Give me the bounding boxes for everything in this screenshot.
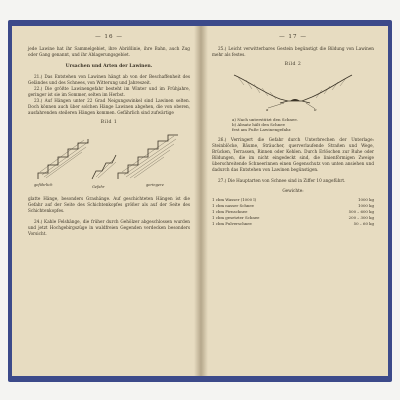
marker-b: b [314,107,317,112]
paragraph-23: 23.) Auf Hängen unter 22 Grad Neigungswinkel sind Lawinen selten. Doch können auch über solchen Hänge Lawinen abgehen, die von oberen, ausfahrenden steileren Hängen kommen. Gefährlich sind zufwärtige [28,98,190,115]
weight-measure: 1 cbm nasser Schnee [212,203,254,208]
paragraph-after-figure: glatte Hänge, besonders Grashänge. Auf geschichteten Hängen ist die Gefahr auf der Seite des Schichtenkopfes größer als auf der Seite des Schichtenkopfes. [28,196,190,213]
snow-mass [290,99,300,101]
left-page [12,26,200,376]
figure-1-caption: Bild 1 [100,120,118,125]
figure-2-note-c: fest am Fuße Lawinengefahr. [232,127,292,132]
label-danger: Gefahr [92,185,105,189]
weight-value: 500 – 600 kg [348,209,374,214]
figure-1-labels [28,183,190,191]
weights-heading: Gewichte: [282,188,304,193]
weights-table [212,197,374,227]
paragraph-26: 26.) Verringert die Gefahr durch Unterbrechen der Unterlage: Steinblöcke, Bäume, Sträucher, querverlaufende Straßen und Wege, Brücken, Terrassen, Rinnen oder Kehlen. Durch Erlöschen zur Ruhe oder Bildungen, die im nicht eingedeckt sind, die linienförmigen Zweige überschreitende Schneerinnen einen Gegenschutz von unten ansiehen und dadurch das Entstehen von Lawinen begünstigen. [212,137,374,172]
marker-a: a [266,107,269,112]
section-heading: Ursachen und Arten der Lawinen. [65,64,153,69]
weight-value: 1000 kg [358,203,374,208]
weight-row [212,221,374,227]
paragraph-24: 24.) Kahle Felshänge, die früher durch Gehölzer abgeschlossen wurden und jetzt Hochgebirgszüge in waldfreien Gegenden verdecken besonders Vorsicht. [28,219,190,236]
paragraph-27: 27.) Die Hauptarten von Schnee sind in Ziffer 10 angeführt. [218,178,346,183]
weight-value: 1000 kg [358,197,374,202]
weight-value: 50 – 60 kg [353,221,374,226]
weight-measure: 1 cbm Firnschnee [212,209,248,214]
weight-measure: 1 cbm gesetzter Schnee [212,215,260,220]
slope-left [38,139,88,179]
valley-left-wall [234,75,288,101]
label-dangerous: gefährlich [34,183,53,187]
slope-right [118,135,178,179]
weight-measure: 1 cbm Wasser (1000 l) [212,197,257,202]
slope-middle [92,155,116,179]
figure-2-note-b: b) Absatz hält den Schnee [232,122,286,127]
figure-2-note-a: a) Nach unterstützt den Schnee. [232,117,298,122]
figure-1-slope-diagram [34,129,184,183]
weight-value: 200 – 300 kg [348,215,374,220]
valley-right-wall [302,75,352,101]
page-number-right: — 17 — [279,34,307,40]
paragraph-21: 21.) Das Entstehen von Lawinen hängt ab von der Beschaffenheit des Geländes und des Schnees, von Witterung und Jahreszeit. [28,74,190,85]
intro-paragraph: jede Lawine hat ihr Sammelgebiet, ihre Abrißlinie, ihre Bahn, auch Zug oder Gang genannt, und ihr Ablagerungsgebiet. [28,46,190,57]
valley-ledge [280,101,310,103]
right-page [200,26,388,376]
figure-2-caption: Bild 2 [284,62,302,67]
paragraph-22: 22.) Die größte Lawinengefahr besteht im Winter und im Frühjahre, geringer ist sie im Sommer, selten im Herbst. [28,86,190,97]
paragraph-25: 25.) Leicht verwitterbares Gestein begünstigt die Bildung von Lawinen mehr als festes. [212,46,374,57]
page-number-left: — 16 — [95,34,123,40]
label-lesser: geringere [146,183,164,187]
figure-2-valley-diagram [228,71,358,117]
weight-measure: 1 cbm Pulverschnee [212,221,252,226]
